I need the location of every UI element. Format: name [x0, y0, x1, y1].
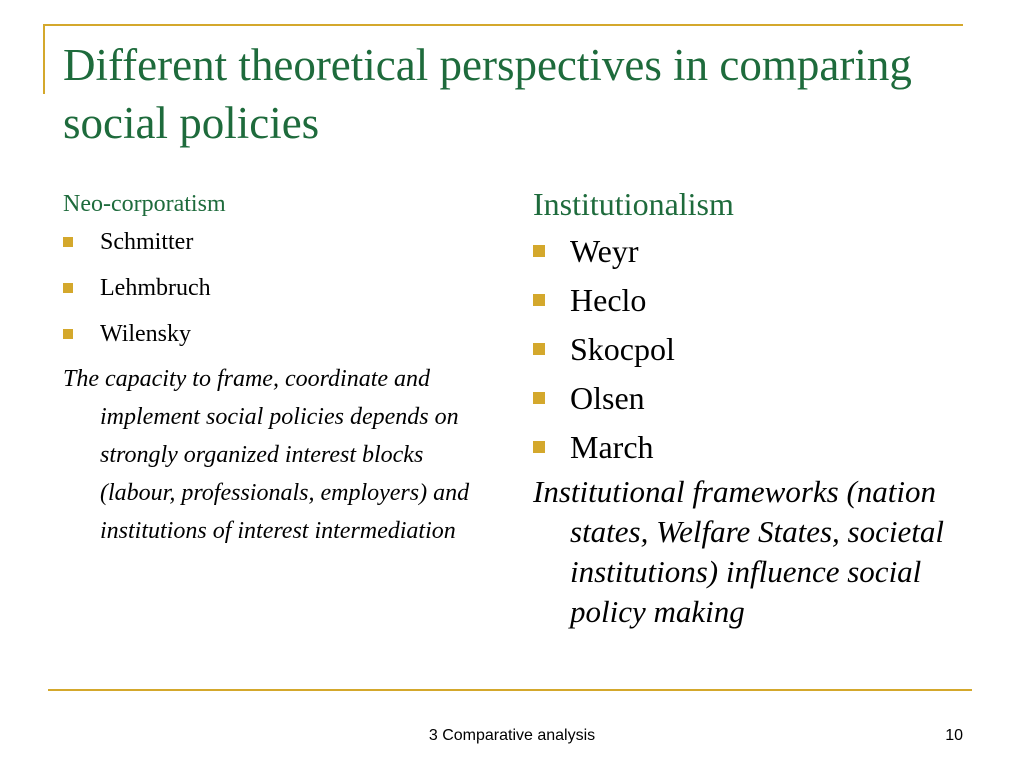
page-number: 10 [945, 727, 963, 744]
square-bullet-icon [533, 392, 545, 404]
square-bullet-icon [63, 329, 73, 339]
square-bullet-icon [533, 245, 545, 257]
list-item: Heclo [533, 280, 963, 329]
square-bullet-icon [63, 283, 73, 293]
list-item: March [533, 427, 963, 476]
footer-label: 3 Comparative analysis [428, 727, 596, 744]
list-item: Lehmbruch [63, 272, 503, 318]
square-bullet-icon [533, 441, 545, 453]
list-item: Schmitter [63, 226, 503, 272]
right-bullet-list [533, 231, 963, 476]
left-rule [43, 24, 45, 94]
square-bullet-icon [533, 294, 545, 306]
right-column [533, 184, 963, 632]
left-column-note: The capacity to frame, coordinate and implement social policies depends on strongly organized interest blocks (labour, professionals, employers) and institutions of interest intermediation [63, 366, 470, 544]
square-bullet-icon [63, 237, 73, 247]
list-item: Skocpol [533, 329, 963, 378]
left-column-heading: Neo-corporatism [63, 191, 226, 217]
square-bullet-icon [533, 343, 545, 355]
left-bullet-list [63, 226, 503, 364]
slide-title: Different theoretical perspectives in comparing social policies [63, 40, 912, 148]
right-column-heading: Institutionalism [533, 186, 734, 222]
right-column-note: Institutional frameworks (nation states, Welfare States, societal institutions) influence social policy making [533, 474, 944, 629]
list-item: Weyr [533, 231, 963, 280]
top-rule [43, 24, 963, 26]
footer-rule [48, 689, 972, 691]
list-item: Wilensky [63, 318, 503, 364]
list-item: Olsen [533, 378, 963, 427]
left-column [63, 188, 503, 550]
